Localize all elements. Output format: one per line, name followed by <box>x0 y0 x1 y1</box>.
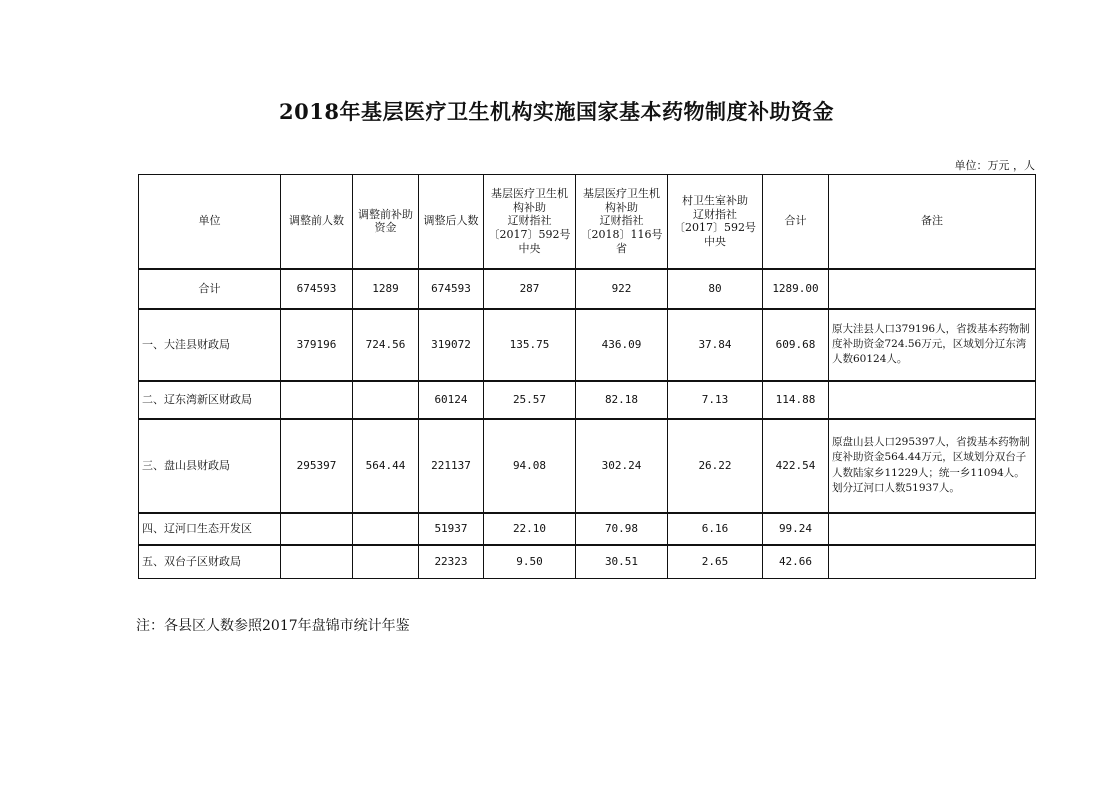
cell-pre-count <box>281 545 353 579</box>
cell-total: 114.88 <box>763 381 829 419</box>
cell-post-count: 319072 <box>419 309 484 381</box>
header-village-clinic <box>668 175 763 269</box>
cell-province-2018: 922 <box>576 269 668 309</box>
cell-name: 二、辽东湾新区财政局 <box>139 381 281 419</box>
header-name: 单位 <box>139 175 281 269</box>
header-c2-line2: 构补助 <box>605 200 638 214</box>
header-pre-fund-line1: 调整前补助 <box>358 207 413 221</box>
cell-pre-fund: 724.56 <box>353 309 419 381</box>
cell-village-clinic: 7.13 <box>668 381 763 419</box>
cell-central-2017: 135.75 <box>484 309 576 381</box>
cell-post-count: 60124 <box>419 381 484 419</box>
cell-name: 四、辽河口生态开发区 <box>139 513 281 545</box>
table-row <box>139 545 1036 579</box>
cell-village-clinic: 26.22 <box>668 419 763 513</box>
cell-pre-fund <box>353 545 419 579</box>
header-row <box>139 175 1036 269</box>
cell-post-count: 221137 <box>419 419 484 513</box>
header-c2-line5: 省 <box>616 241 627 255</box>
cell-pre-count <box>281 381 353 419</box>
header-remark: 备注 <box>829 175 1036 269</box>
cell-village-clinic: 80 <box>668 269 763 309</box>
cell-remark: 原盘山县人口295397人，省拨基本药物制度补助资金564.44万元，区域划分双台子人数陆家乡11229人；统一乡11094人。划分辽河口人数51937人。 <box>829 419 1036 513</box>
header-c3-line2: 辽财指社 <box>693 207 737 221</box>
header-c1-line1: 基层医疗卫生机 <box>491 186 568 200</box>
cell-pre-fund <box>353 381 419 419</box>
cell-total: 609.68 <box>763 309 829 381</box>
cell-total: 1289.00 <box>763 269 829 309</box>
header-c2-line4: 〔2018〕116号 <box>580 228 663 242</box>
header-c3-line4: 中央 <box>704 235 726 248</box>
table-row <box>139 269 1036 309</box>
cell-pre-fund: 1289 <box>353 269 419 309</box>
cell-remark <box>829 513 1036 545</box>
cell-pre-count: 295397 <box>281 419 353 513</box>
cell-pre-fund <box>353 513 419 545</box>
header-pre-fund <box>353 175 419 269</box>
cell-name: 三、盘山县财政局 <box>139 419 281 513</box>
cell-post-count: 674593 <box>419 269 484 309</box>
cell-central-2017: 9.50 <box>484 545 576 579</box>
cell-name: 合计 <box>139 269 281 309</box>
cell-pre-fund: 564.44 <box>353 419 419 513</box>
cell-province-2018: 82.18 <box>576 381 668 419</box>
subsidy-table <box>138 174 1036 579</box>
page-title: 2018年基层医疗卫生机构实施国家基本药物制度补助资金 <box>279 99 834 124</box>
header-total: 合计 <box>763 175 829 269</box>
cell-remark <box>829 545 1036 579</box>
cell-remark <box>829 269 1036 309</box>
header-c1-line4: 〔2017〕592号 <box>488 228 571 242</box>
table-row <box>139 419 1036 513</box>
cell-province-2018: 436.09 <box>576 309 668 381</box>
cell-name: 一、大洼县财政局 <box>139 309 281 381</box>
header-pre-fund-line2: 资金 <box>374 221 397 235</box>
cell-village-clinic: 2.65 <box>668 545 763 579</box>
cell-remark: 原大洼县人口379196人，省拨基本药物制度补助资金724.56万元，区域划分辽东湾人数60124人。 <box>829 309 1036 381</box>
header-c1-line2: 构补助 <box>513 200 546 214</box>
cell-province-2018: 302.24 <box>576 419 668 513</box>
header-c1-line5: 中央 <box>518 241 541 255</box>
cell-post-count: 51937 <box>419 513 484 545</box>
cell-village-clinic: 6.16 <box>668 513 763 545</box>
header-post-count: 调整后人数 <box>419 175 484 269</box>
unit-label: 单位：万元 ，人 <box>954 159 1035 172</box>
header-pre-count: 调整前人数 <box>281 175 353 269</box>
cell-province-2018: 30.51 <box>576 545 668 579</box>
header-c3-line3: 〔2017〕592号 <box>674 221 756 235</box>
cell-total: 42.66 <box>763 545 829 579</box>
header-central-2017 <box>484 175 576 269</box>
cell-province-2018: 70.98 <box>576 513 668 545</box>
cell-total: 99.24 <box>763 513 829 545</box>
header-c1-line3: 辽财指社 <box>507 214 552 228</box>
cell-pre-count: 379196 <box>281 309 353 381</box>
cell-central-2017: 25.57 <box>484 381 576 419</box>
cell-central-2017: 22.10 <box>484 513 576 545</box>
cell-pre-count: 674593 <box>281 269 353 309</box>
cell-total: 422.54 <box>763 419 829 513</box>
cell-remark <box>829 381 1036 419</box>
footnote: 注：各县区人数参照2017年盘锦市统计年鉴 <box>136 618 410 634</box>
cell-central-2017: 94.08 <box>484 419 576 513</box>
cell-post-count: 22323 <box>419 545 484 579</box>
header-c2-line1: 基层医疗卫生机 <box>583 186 660 200</box>
cell-central-2017: 287 <box>484 269 576 309</box>
table-row <box>139 381 1036 419</box>
header-province-2018 <box>576 175 668 269</box>
table-row <box>139 513 1036 545</box>
cell-pre-count <box>281 513 353 545</box>
table-row <box>139 309 1036 381</box>
cell-village-clinic: 37.84 <box>668 309 763 381</box>
header-c3-line1: 村卫生室补助 <box>682 193 748 207</box>
header-c2-line3: 辽财指社 <box>599 214 644 228</box>
cell-name: 五、双台子区财政局 <box>139 545 281 579</box>
